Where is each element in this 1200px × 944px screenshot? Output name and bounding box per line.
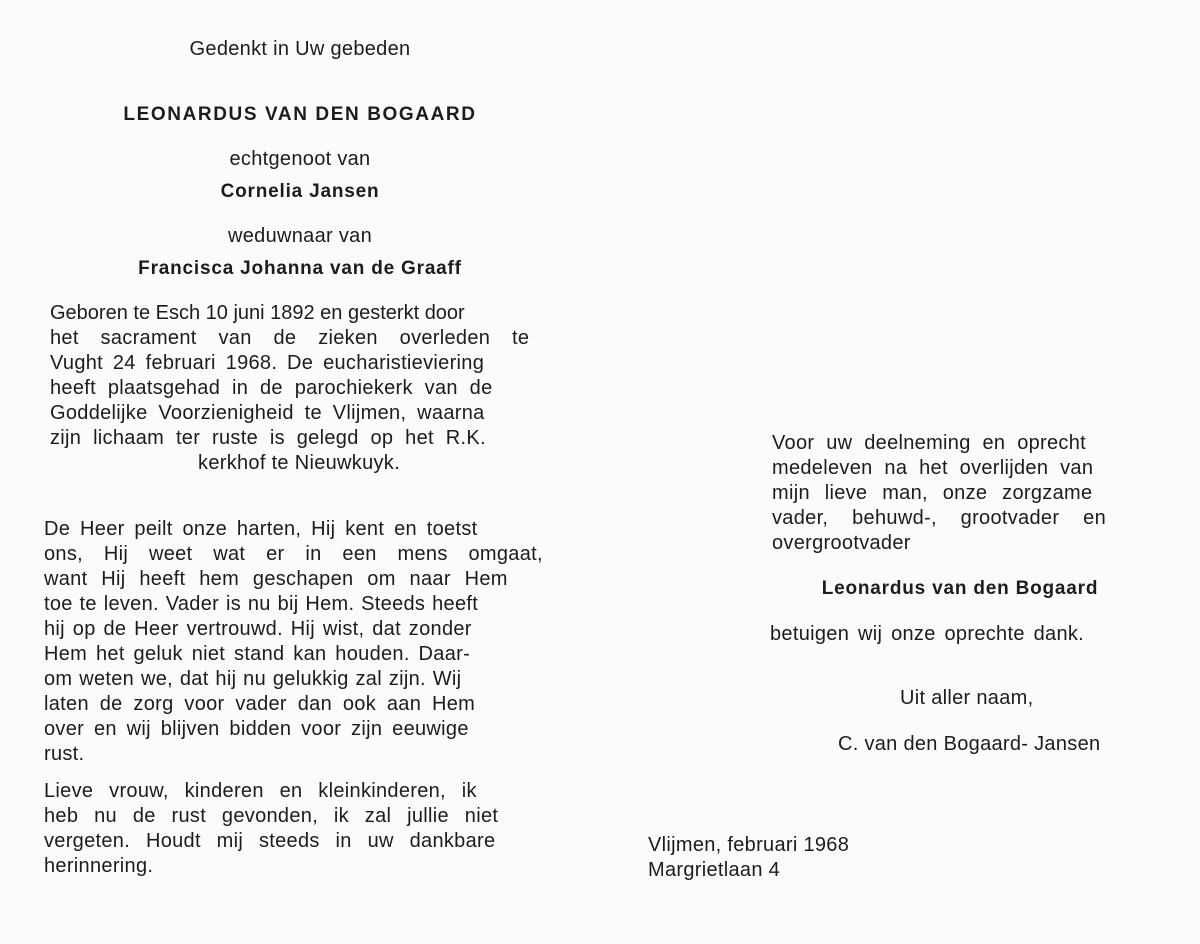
farewell-line: heb nu de rust gevonden, ik zal jullie niet [44,805,499,827]
bio-text: Geboren te Esch 10 juni 1892 en gesterkt door [50,302,465,324]
text-line: rust. [44,743,85,765]
header-prayer-request: Gedenkt in Uw gebeden [189,38,411,60]
farewell-line: vergeten. Houdt mij steeds in uw dankbare [44,830,496,852]
text-line: want Hij heeft hem geschapen om naar Hem [44,568,508,590]
bio-line: Vught 24 februari 1968. De eucharistieviering [50,352,485,374]
gratitude-line: betuigen wij onze oprechte dank. [770,623,1085,645]
text-line: Hem het geluk niet stand kan houden. Daar- [44,643,471,665]
thanks-line: mijn lieve man, onze zorgzame [772,482,1093,504]
address: Margrietlaan 4 [648,859,781,881]
text-line: De Heer peilt onze harten, Hij kent en toetst [44,518,478,540]
bio-line: zijn lichaam ter ruste is gelegd op het R.K. [50,427,486,449]
thanks-line: medeleven na het overlijden van [772,457,1094,479]
bio-line [50,300,548,326]
bio-line: heeft plaatsgehad in de parochiekerk van de [50,377,493,399]
text-line: hij op de Heer vertrouwd. Hij wist, dat zonder [44,618,472,640]
bio-line: kerkhof te Nieuwkuyk. [198,452,400,474]
text-line: om weten we, dat hij nu gelukkig zal zijn. Wij [44,668,462,690]
place-date: Vlijmen, februari 1968 [648,834,850,856]
signature: C. van den Bogaard- Jansen [838,733,1101,755]
farewell-line: herinnering. [44,855,154,877]
spouse-name: Cornelia Jansen [220,181,380,202]
on-behalf-line: Uit aller naam, [900,687,1034,709]
deceased-name-thanks: Leonardus van den Bogaard [821,578,1099,599]
farewell-line: Lieve vrouw, kinderen en kleinkinderen, ik [44,780,477,802]
thanks-line: overgrootvader [772,532,911,554]
deceased-name: LEONARDUS VAN DEN BOGAARD [123,104,477,125]
text-line: toe te leven. Vader is nu bij Hem. Steeds heeft [44,593,479,615]
widower-label: weduwnaar van [228,225,372,247]
text-line: over en wij blijven bidden voor zijn eeuwige [44,718,469,740]
text-line: ons, Hij weet wat er in een mens omgaat, [44,543,543,565]
bio-line: Goddelijke Voorzienigheid te Vlijmen, waarna [50,402,485,424]
first-wife-name: Francisca Johanna van de Graaff [138,258,462,279]
thanks-line: Voor uw deelneming en oprecht [772,432,1086,454]
bio-line: het sacrament van de zieken overleden te [50,327,530,349]
text-line: laten de zorg voor vader dan ook aan Hem [44,693,476,715]
spouse-label: echtgenoot van [229,148,371,170]
thanks-line: vader, behuwd-, grootvader en [772,507,1106,529]
